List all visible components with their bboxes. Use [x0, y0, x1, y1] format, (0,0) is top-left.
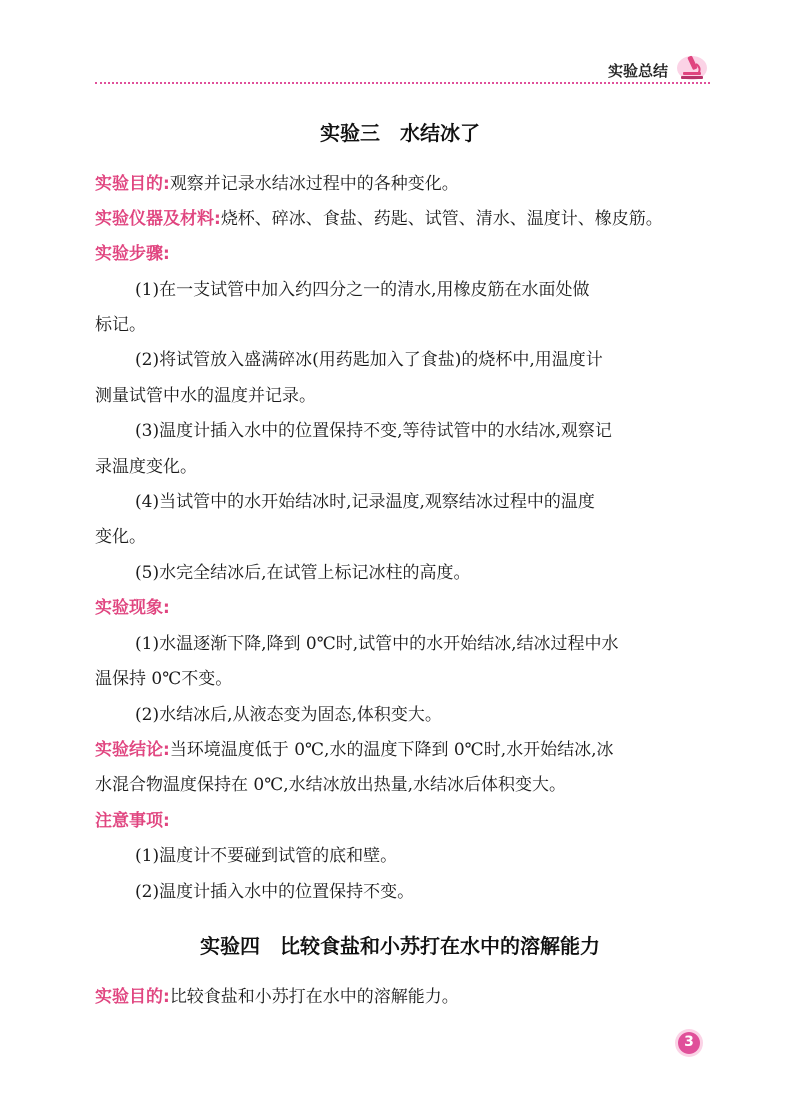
exp3-steps-label-line — [95, 242, 715, 266]
materials-text: 烧杯、碎冰、食盐、药匙、试管、清水、温度计、橡皮筋。 — [220, 209, 663, 229]
purpose-text: 观察并记录水结冰过程中的各种变化。 — [169, 174, 459, 194]
experiment-3-title: 实验三 水结冰了 — [320, 121, 480, 145]
purpose-label: 实验目的: — [95, 174, 170, 194]
conclusion-label: 实验结论: — [95, 740, 170, 760]
conclusion-text: 当环境温度低于 0℃,水的温度下降到 0℃时,水开始结冰,冰 — [169, 740, 614, 760]
steps-label: 实验步骤: — [95, 244, 170, 264]
materials-label: 实验仪器及材料: — [95, 209, 221, 229]
exp3-materials-line — [95, 207, 715, 231]
header-dotted-rule — [95, 82, 710, 84]
step4-text: (4)当试管中的水开始结冰时,记录温度,观察结冰过程中的温度 — [135, 492, 595, 512]
exp3-notes-label-line — [95, 809, 715, 833]
step4-text-cont: 变化。 — [95, 527, 146, 547]
exp3-purpose-line — [95, 172, 715, 196]
exp3-conclusion-line — [95, 738, 715, 762]
phenomenon2-text: (2)水结冰后,从液态变为固态,体积变大。 — [135, 705, 442, 725]
step1-text-cont: 标记。 — [95, 315, 146, 335]
note2-text: (2)温度计插入水中的位置保持不变。 — [135, 882, 415, 902]
step3-text: (3)温度计插入水中的位置保持不变,等待试管中的水结冰,观察记 — [135, 421, 612, 441]
exp4-purpose-label: 实验目的: — [95, 987, 170, 1007]
step3-text-cont: 录温度变化。 — [95, 457, 197, 477]
header-title: 实验总结 — [607, 62, 668, 80]
phenomenon1-text: (1)水温逐渐下降,降到 0℃时,试管中的水开始结冰,结冰过程中水 — [135, 634, 619, 654]
page-header — [95, 52, 710, 82]
phenomenon1-text-cont: 温保持 0℃不变。 — [95, 669, 233, 689]
step1-text: (1)在一支试管中加入约四分之一的清水,用橡皮筋在水面处做 — [135, 280, 590, 300]
notes-label: 注意事项: — [95, 811, 170, 831]
exp4-purpose-text: 比较食盐和小苏打在水中的溶解能力。 — [169, 987, 459, 1007]
phenomena-label: 实验现象: — [95, 598, 170, 618]
exp3-phenomena-label-line — [95, 596, 715, 620]
exp4-purpose-line — [95, 985, 715, 1009]
note1-text: (1)温度计不要碰到试管的底和壁。 — [135, 846, 398, 866]
microscope-icon — [674, 52, 710, 82]
page-number: 3 — [684, 1034, 694, 1050]
step2-text: (2)将试管放入盛满碎冰(用药匙加入了食盐)的烧杯中,用温度计 — [135, 350, 603, 370]
step5-text: (5)水完全结冰后,在试管上标记冰柱的高度。 — [135, 563, 471, 583]
conclusion-text-cont: 水混合物温度保持在 0℃,水结冰放出热量,水结冰后体积变大。 — [95, 775, 567, 795]
step2-text-cont: 测量试管中水的温度并记录。 — [95, 386, 316, 406]
experiment-4-title: 实验四 比较食盐和小苏打在水中的溶解能力 — [200, 934, 600, 958]
